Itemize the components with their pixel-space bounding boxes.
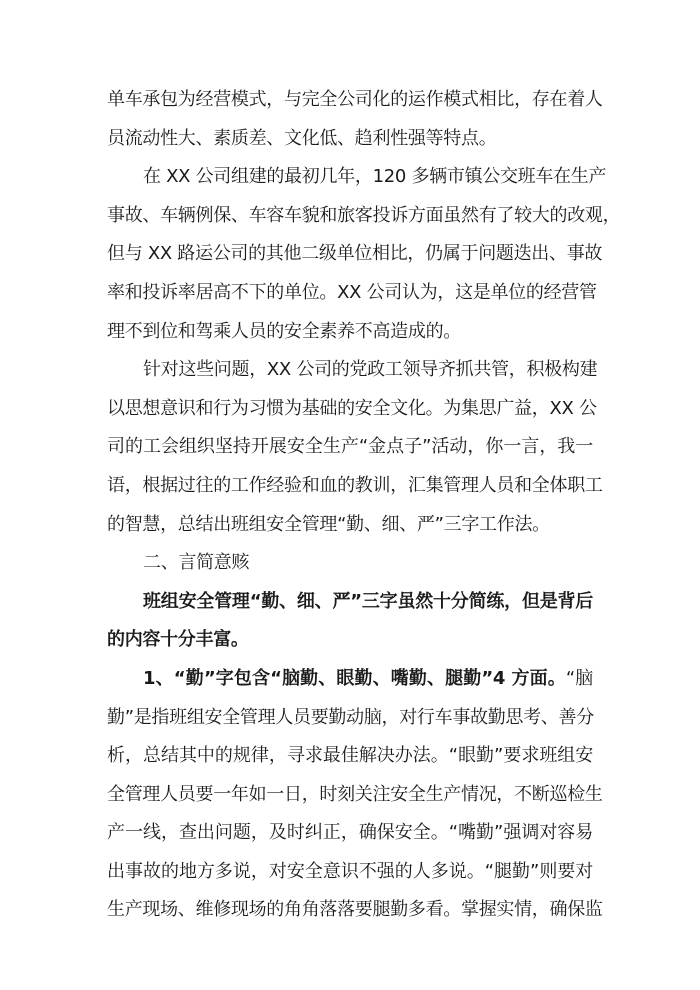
text-line (107, 544, 593, 583)
body-text: 但与 XX 路运公司的其他二级单位相比，仍属于问题迭出、事故 (107, 243, 603, 265)
text-line (107, 853, 593, 892)
body-text: 产一线，查出问题，及时纠正，确保安全。“嘴勤”强调对容易 (107, 822, 593, 844)
text-line (107, 120, 593, 159)
text-line (107, 467, 603, 506)
body-text: 事故、车辆例保、车容车貌和旅客投诉方面虽然有了较大的改观， (107, 204, 621, 226)
body-text: “脑 (565, 667, 593, 689)
text-line (107, 313, 593, 352)
text-line (107, 737, 593, 776)
body-text: 全管理人员要一年如一日，时刻关注安全生产情况，不断巡检生 (107, 783, 603, 805)
body-text: 出事故的地方多说，对安全意识不强的人多说。“腿勤”则要对 (107, 860, 593, 882)
text-line (107, 506, 593, 545)
body-text: 针对这些问题，XX 公司的党政工领导齐抓共管，积极构建 (143, 359, 598, 381)
text-line (107, 274, 597, 313)
bold-text: 1、“勤”字包含“脑勤、眼勤、嘴勤、腿勤”4 方面。 (143, 667, 566, 689)
text-line (107, 660, 593, 699)
text-line (107, 235, 603, 274)
text-line (107, 428, 593, 467)
body-text: 析，总结其中的规律，寻求最佳解决办法。“眼勤”要求班组安 (107, 745, 593, 767)
bold-text: 的内容十分丰富。 (107, 629, 249, 651)
body-text: 员流动性大、素质差、文化低、趋利性强等特点。 (107, 127, 497, 149)
document-body (107, 81, 621, 930)
bold-text: 班组安全管理“勤、细、严”三字虽然十分简练，但是背后 (143, 590, 593, 612)
body-text: 的智慧，总结出班组安全管理“勤、细、严”三字工作法。 (107, 513, 550, 535)
text-line (107, 390, 597, 429)
body-text: 理不到位和驾乘人员的安全素养不高造成的。 (107, 320, 461, 342)
body-text: 勤”是指班组安全管理人员要勤动脑，对行车事故勤思考、善分 (107, 706, 594, 728)
body-text: 单车承包为经营模式，与完全公司化的运作模式相比，存在着人 (107, 89, 603, 110)
text-line (107, 699, 593, 738)
text-line (107, 158, 607, 197)
text-line (107, 583, 593, 622)
text-line (107, 81, 603, 120)
text-line (107, 621, 593, 660)
body-text: 以思想意识和行为习惯为基础的安全文化。为集思广益，XX 公 (107, 397, 597, 419)
text-line (107, 351, 598, 390)
body-text: 二、言简意赅 (143, 552, 250, 574)
body-text: 在 XX 公司组建的最初几年，120 多辆市镇公交班车在生产 (143, 166, 607, 188)
text-line (107, 814, 593, 853)
body-text: 司的工会组织坚持开展安全生产“金点子”活动，你一言，我一 (107, 436, 593, 458)
text-line (107, 197, 621, 236)
body-text: 生产现场、维修现场的角角落落要腿勤多看。掌握实情，确保监 (107, 899, 603, 921)
body-text: 语，根据过往的工作经验和血的教训，汇集管理人员和全体职工 (107, 474, 603, 496)
body-text: 率和投诉率居高不下的单位。XX 公司认为，这是单位的经营管 (107, 281, 597, 303)
text-line (107, 776, 603, 815)
text-line (107, 891, 603, 930)
